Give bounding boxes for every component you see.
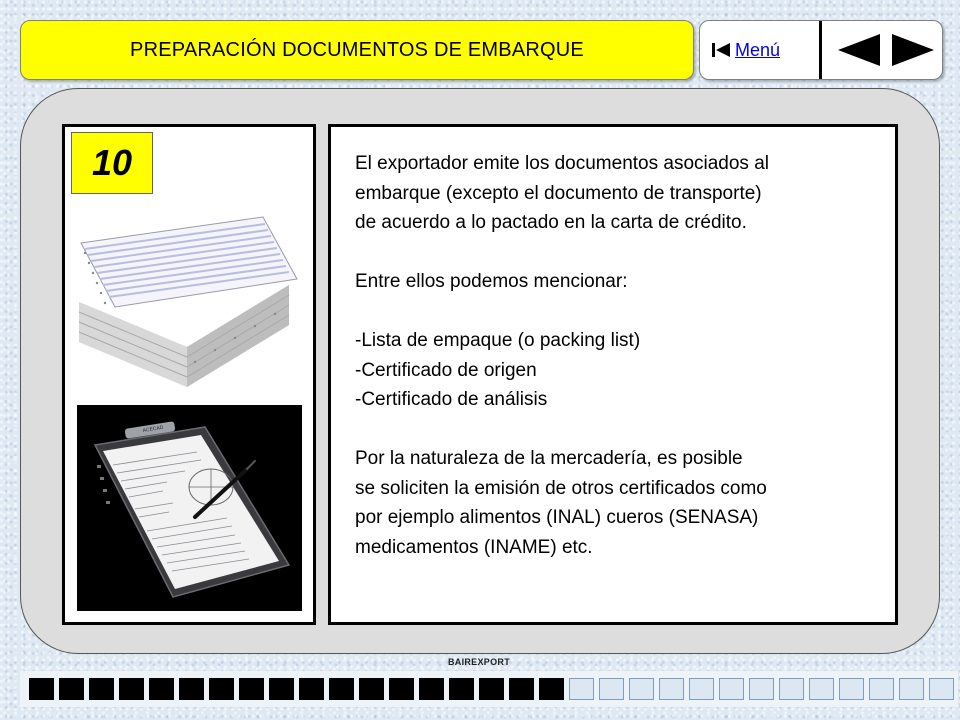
progress-step-completed <box>299 678 324 700</box>
progress-step-completed <box>539 678 564 700</box>
progress-step-pending <box>899 678 924 700</box>
slide-title-text: PREPARACIÓN DOCUMENTOS DE EMBARQUE <box>130 38 584 61</box>
paragraph-line: de acuerdo a lo pactado en la carta de crédito. <box>355 212 747 233</box>
paragraph-line: embarque (excepto el documento de transporte) <box>355 182 762 204</box>
next-slide-button[interactable] <box>890 33 936 67</box>
paragraph-line: por ejemplo alimentos (INAL) cueros (SENASA) <box>355 507 759 528</box>
menu-link-label: Menú <box>735 39 781 60</box>
progress-step-pending <box>869 678 894 700</box>
progress-step-completed <box>449 678 474 700</box>
slide-progress-bar <box>20 671 958 707</box>
progress-step-completed <box>59 678 84 700</box>
digital-tablet-image <box>77 405 302 611</box>
slide-title <box>20 20 694 80</box>
progress-step-completed <box>479 678 504 700</box>
progress-step-completed <box>149 678 174 700</box>
progress-step-pending <box>629 678 654 700</box>
slide-number-badge <box>71 132 153 194</box>
menu-link[interactable] <box>710 39 780 61</box>
progress-step-completed <box>179 678 204 700</box>
progress-step-pending <box>809 678 834 700</box>
progress-step-pending <box>569 678 594 700</box>
progress-step-completed <box>389 678 414 700</box>
progress-step-completed <box>119 678 144 700</box>
progress-step-completed <box>239 678 264 700</box>
progress-step-completed <box>209 678 234 700</box>
slide-number: 10 <box>91 142 133 183</box>
slide-body-text <box>355 149 885 562</box>
list-item: -Certificado de análisis <box>355 389 548 410</box>
progress-step-pending <box>779 678 804 700</box>
text-column <box>328 124 898 625</box>
navigation-panel <box>699 20 943 80</box>
list-item: -Certificado de origen <box>355 359 537 381</box>
progress-step-completed <box>269 678 294 700</box>
progress-step-completed <box>329 678 354 700</box>
progress-step-completed <box>359 678 384 700</box>
progress-step-pending <box>689 678 714 700</box>
tablet-brand-label: ACECAD <box>142 424 164 434</box>
progress-step-completed <box>89 678 114 700</box>
progress-step-pending <box>599 678 624 700</box>
paragraph-line: El exportador emite los documentos asociados al <box>355 153 770 174</box>
progress-step-pending <box>659 678 684 700</box>
nav-divider <box>819 21 822 79</box>
paragraph-line: Entre ellos podemos mencionar: <box>355 271 628 292</box>
prev-slide-button[interactable] <box>836 33 882 67</box>
image-column <box>62 124 316 625</box>
continuous-paper-stack-image <box>75 197 303 397</box>
progress-step-pending <box>839 678 864 700</box>
progress-step-pending <box>719 678 744 700</box>
progress-step-completed <box>419 678 444 700</box>
footer-brand: BAIREXPORT <box>447 657 510 667</box>
skip-to-first-icon <box>710 41 732 59</box>
paragraph-line: se soliciten la emisión de otros certificados como <box>355 477 767 499</box>
list-item: -Lista de empaque (o packing list) <box>355 330 641 351</box>
progress-step-pending <box>929 678 954 700</box>
paragraph-line: Por la naturaleza de la mercadería, es posible <box>355 448 743 469</box>
paragraph-line: medicamentos (INAME) etc. <box>355 536 593 558</box>
progress-step-pending <box>749 678 774 700</box>
progress-step-completed <box>29 678 54 700</box>
progress-step-completed <box>509 678 534 700</box>
